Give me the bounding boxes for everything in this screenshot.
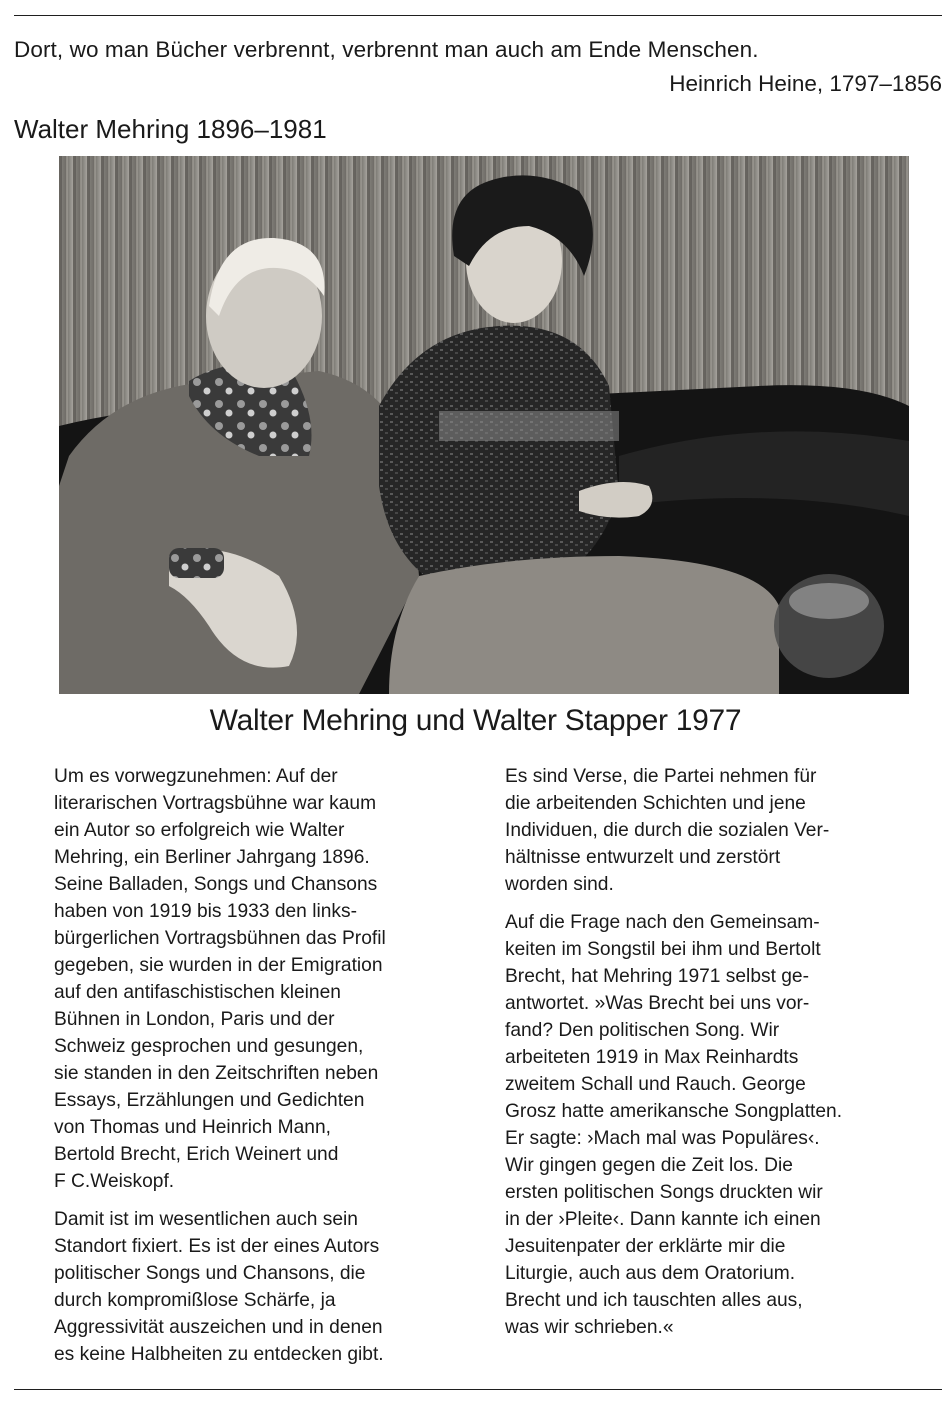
text-line: Standort fixiert. Es ist der eines Autors — [54, 1236, 380, 1257]
text-line: ersten politischen Songs druckten wir — [505, 1182, 823, 1203]
text-line: von Thomas und Heinrich Mann, — [54, 1117, 331, 1138]
text-line: gegeben, sie wurden in der Emigration — [54, 955, 383, 976]
text-line: in der ›Pleite‹. Dann kannte ich einen — [505, 1209, 821, 1230]
text-line: bürgerlichen Vortragsbühnen das Profil — [54, 928, 386, 949]
bottom-rule — [14, 1389, 942, 1390]
text-line: Brecht und ich tauschten alles aus, — [505, 1290, 803, 1311]
text-line: durch kompromißlose Schärfe, ja — [54, 1290, 336, 1311]
text-line: auf den antifaschistischen kleinen — [54, 982, 341, 1003]
photo-caption: Walter Mehring und Walter Stapper 1977 — [209, 704, 742, 737]
text-line: zweitem Schall und Rauch. George — [505, 1074, 806, 1095]
text-line: es keine Halbheiten zu entdecken gibt. — [54, 1344, 384, 1365]
text-line: Bühnen in London, Paris und der — [54, 1009, 335, 1030]
text-line: Grosz hatte amerikansche Songplatten. — [505, 1101, 843, 1122]
text-line: Brecht, hat Mehring 1971 selbst ge- — [505, 966, 809, 987]
text-line: Aggressivität auszeichen und in denen — [54, 1317, 383, 1338]
text-line: Auf die Frage nach den Gemeinsam- — [505, 912, 820, 933]
text-line: Liturgie, auch aus dem Oratorium. — [505, 1263, 796, 1284]
text-line: Es sind Verse, die Partei nehmen für — [505, 766, 817, 787]
section-heading: Walter Mehring 1896–1981 — [14, 114, 327, 144]
text-line: Damit ist im wesentlichen auch sein — [54, 1209, 358, 1230]
text-line: literarischen Vortragsbühne war kaum — [54, 793, 377, 814]
left-column — [54, 763, 494, 1368]
text-line: sie standen in den Zeitschriften neben — [54, 1063, 379, 1084]
photograph — [59, 156, 909, 694]
text-line: ein Autor so erfolgreich wie Walter — [54, 820, 345, 841]
text-line: haben von 1919 bis 1933 den links- — [54, 901, 357, 922]
left-paragraph-2 — [54, 1206, 494, 1368]
text-line: Essays, Erzählungen und Gedichten — [54, 1090, 365, 1111]
right-paragraph-2 — [505, 909, 945, 1341]
text-line: keiten im Songstil bei ihm und Bertolt — [505, 939, 821, 960]
text-line: Wir gingen gegen die Zeit los. Die — [505, 1155, 793, 1176]
text-line: Um es vorwegzunehmen: Auf der — [54, 766, 338, 787]
text-line: F C.Weiskopf. — [54, 1171, 175, 1192]
top-rule — [14, 15, 942, 16]
text-line: Bertold Brecht, Erich Weinert und — [54, 1144, 339, 1165]
left-paragraph-1 — [54, 763, 494, 1195]
text-line: worden sind. — [505, 874, 614, 895]
text-line: die arbeitenden Schichten und jene — [505, 793, 806, 814]
epigraph-quote: Dort, wo man Bücher verbrennt, verbrennt man auch am Ende Menschen. — [14, 37, 759, 62]
text-line: Mehring, ein Berliner Jahrgang 1896. — [54, 847, 370, 868]
text-line: Individuen, die durch die sozialen Ver- — [505, 820, 830, 841]
text-line: fand? Den politischen Song. Wir — [505, 1020, 780, 1041]
photograph-illustration — [59, 156, 909, 694]
right-column — [505, 763, 945, 1341]
epigraph-attribution: Heinrich Heine, 1797–1856 — [669, 71, 942, 96]
right-paragraph-1 — [505, 763, 945, 898]
text-line: Seine Balladen, Songs und Chansons — [54, 874, 378, 895]
text-line: Jesuitenpater der erklärte mir die — [505, 1236, 786, 1257]
text-line: antwortet. »Was Brecht bei uns vor- — [505, 993, 810, 1014]
text-line: Schweiz gesprochen und gesungen, — [54, 1036, 364, 1057]
text-line: arbeiteten 1919 in Max Reinhardts — [505, 1047, 799, 1068]
text-line: hältnisse entwurzelt und zerstört — [505, 847, 781, 868]
text-line: politischer Songs und Chansons, die — [54, 1263, 366, 1284]
text-line: Er sagte: ›Mach mal was Populäres‹. — [505, 1128, 820, 1149]
text-line: was wir schrieben.« — [505, 1317, 674, 1338]
